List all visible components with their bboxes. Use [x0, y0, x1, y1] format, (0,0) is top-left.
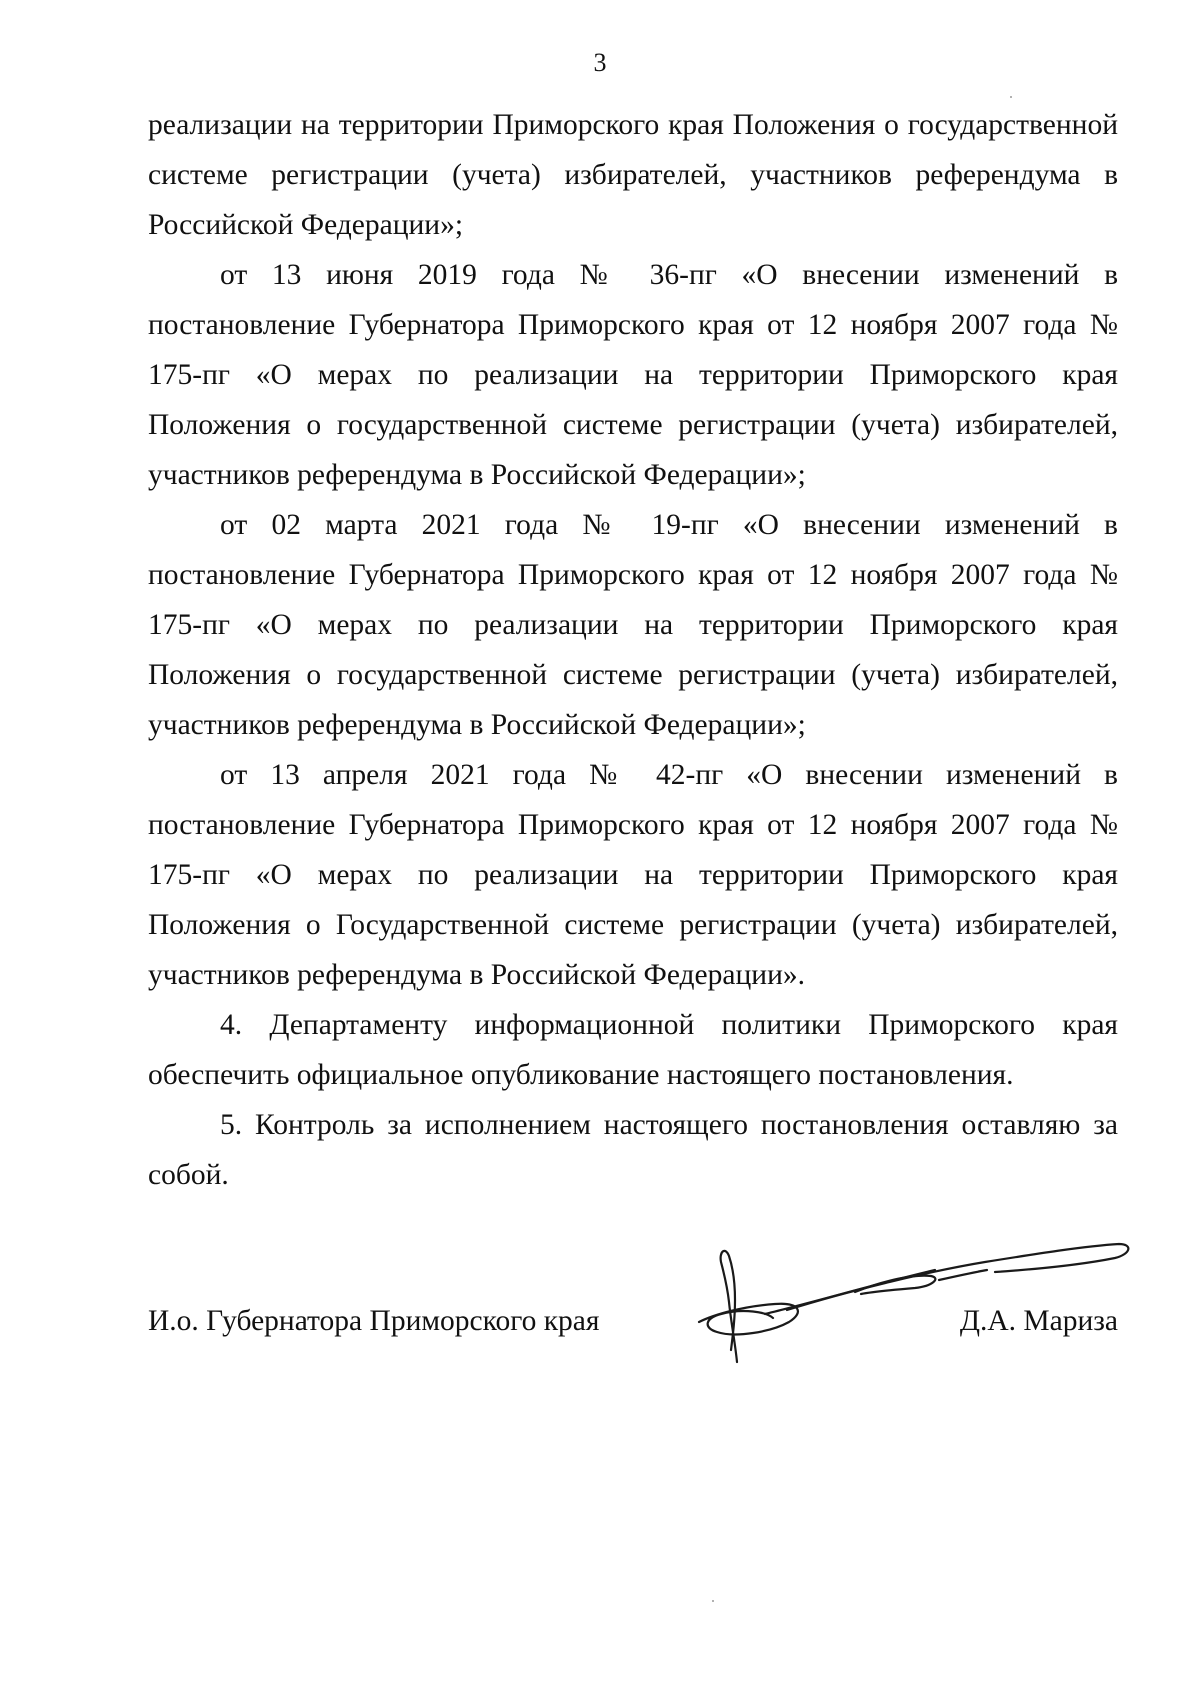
page-number: 3 [593, 48, 607, 77]
paragraph-item-4: 4. Департаменту информационной политики Приморского края обеспечить официальное опубликование настоящего постановления. [148, 1009, 1118, 1091]
signatory-position: И.о. Губернатора Приморского края [148, 1305, 600, 1337]
scan-speck [712, 1600, 714, 1602]
paragraph-amendment-2019: от 13 июня 2019 года № 36-пг «О внесении изменений в постановление Губернатора Приморского края от 12 ноября 2007 года № 175-пг «О мерах по реализации на территории Приморского края Положения о государственной системе регистрации (учета) избирателей, участников референдума в Российской Федерации»; [148, 259, 1118, 491]
document-body [148, 100, 1118, 1200]
paragraph-continuation: реализации на территории Приморского края Положения о государственной системе регистрации (учета) избирателей, участников референдума в Российской Федерации»; [148, 109, 1118, 241]
paragraph-amendment-april-2021: от 13 апреля 2021 года № 42-пг «О внесении изменений в постановление Губернатора Приморского края от 12 ноября 2007 года № 175-пг «О мерах по реализации на территории Приморского края Положения о Государственной системе регистрации (учета) избирателей, участников референдума в Российской Федерации». [148, 759, 1118, 991]
handwritten-signature [695, 1222, 1135, 1372]
signatory-name: Д.А. Мариза [959, 1305, 1118, 1337]
paragraph-amendment-march-2021: от 02 марта 2021 года № 19-пг «О внесении изменений в постановление Губернатора Приморского края от 12 ноября 2007 года № 175-пг «О мерах по реализации на территории Приморского края Положения о государственной системе регистрации (учета) избирателей, участников референдума в Российской Федерации»; [148, 509, 1118, 741]
paragraph-item-5: 5. Контроль за исполнением настоящего постановления оставляю за собой. [148, 1109, 1118, 1191]
scan-speck [1010, 96, 1012, 98]
